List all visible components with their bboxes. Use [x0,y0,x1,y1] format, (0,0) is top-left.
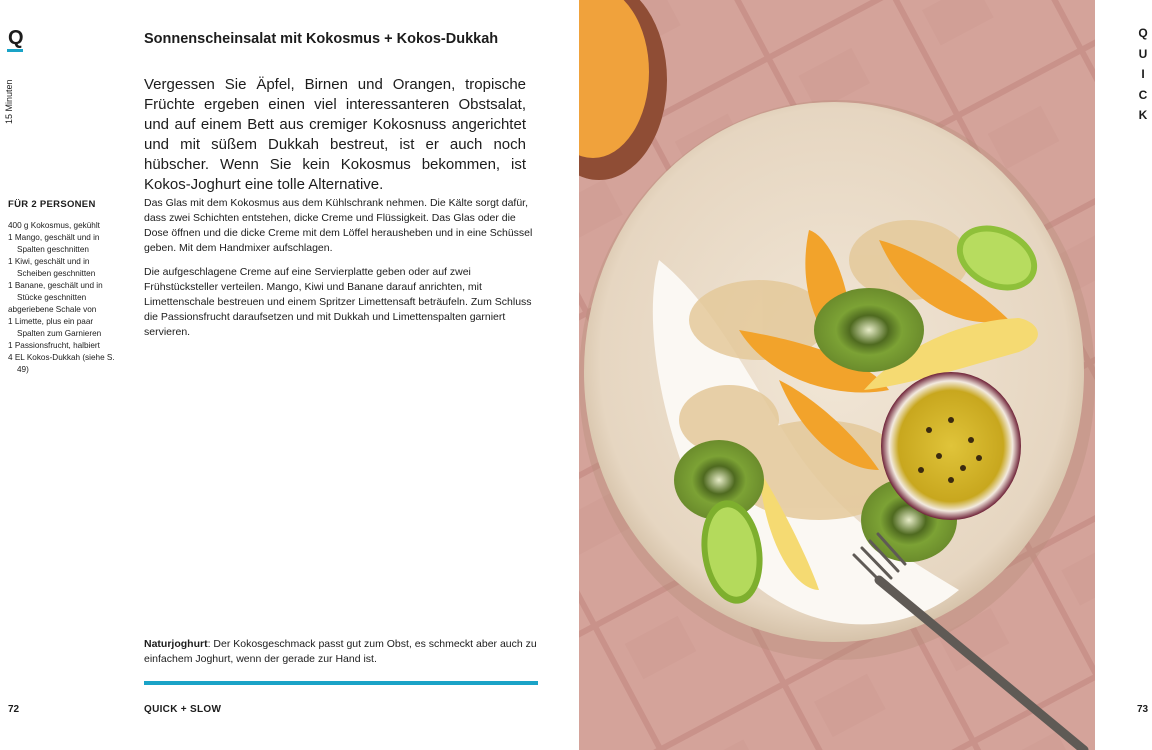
tip-label: Naturjoghurt [144,638,208,650]
ingredient-item: 1 Banane, geschält und in Stücke geschnitten [8,281,103,302]
vertical-letter: C [1138,87,1148,102]
vertical-letter: Q [1138,26,1148,40]
recipe-tip [144,637,538,667]
vertical-section-label [1136,26,1150,129]
ingredient-item: 1 Kiwi, geschält und in Scheiben geschnitten [8,257,96,278]
ingredient-item: abgeriebene Schale von [8,305,97,314]
page-number-right: 73 [1137,704,1149,715]
ingredient-item: 1 Passionsfrucht, halbiert [8,341,100,350]
vertical-letter: U [1138,46,1148,61]
servings-heading: FÜR 2 PERSONEN [8,199,96,210]
ingredient-list [8,220,118,376]
method-step: Das Glas mit dem Kokosmus aus dem Kühlschrank nehmen. Die Kälte sorgt dafür, dass zwei Schichten entstehen, dicke Creme und Flüssigkeit. Das Glas oder die Dose öffnen und die dicke Creme mit dem Löffel herausheben und in eine Schüssel geben. Mit dem Handmixer aufschlagen. [144,197,533,254]
accent-rule [144,681,538,685]
running-footer: QUICK + SLOW [144,704,222,715]
recipe-title: Sonnenscheinsalat mit Kokosmus + Kokos-Dukkah [144,31,499,47]
ingredient-item: 1 Limette, plus ein paar Spalten zum Garnieren [8,317,102,338]
ingredient-item: 1 Mango, geschält und in Spalten geschnitten [8,233,100,254]
prep-time: 15 Minuten [4,79,14,124]
ingredient-item: 400 g Kokosmus, gekühlt [8,221,100,230]
vertical-letter: I [1141,67,1145,81]
method-step: Die aufgeschlagene Creme auf eine Servierplatte geben oder auf zwei Frühstücksteller verteilen. Mango, Kiwi und Banane darauf anrichten, mit Limettenschale bestreuen und einem Spritzer Limettensaft beträufeln. Zum Schluss die Passionsfrucht daraufsetzen und mit Dukkah und Limettenspalten garniert servieren. [144,266,532,338]
logo-accent-bar [7,49,23,52]
ingredient-item: 4 EL Kokos-Dukkah (siehe S. 49) [8,353,115,374]
vertical-letter: K [1138,108,1148,122]
quick-logo-letter: Q [8,27,24,49]
fruit-salad-photo [579,0,1095,750]
recipe-intro: Vergessen Sie Äpfel, Birnen und Orangen, tropische Früchte ergeben einen viel interessanteren Obstsalat, und auf einem Bett aus cremiger Kokosnuss angerichtet und mit süßem Dukkah bestreut, ist er auch noch hübscher. Wenn Sie kein Kokosmus bekommen, ist Kokos-Joghurt eine tolle Alternative. [144,76,526,193]
passion-fruit-half [881,372,1021,520]
page-number-left: 72 [8,704,20,715]
tip-text: : Der Kokosgeschmack passt gut zum Obst, es schmeckt aber auch zu einfachem Joghurt, wenn der gerade zur Hand ist. [144,638,537,665]
